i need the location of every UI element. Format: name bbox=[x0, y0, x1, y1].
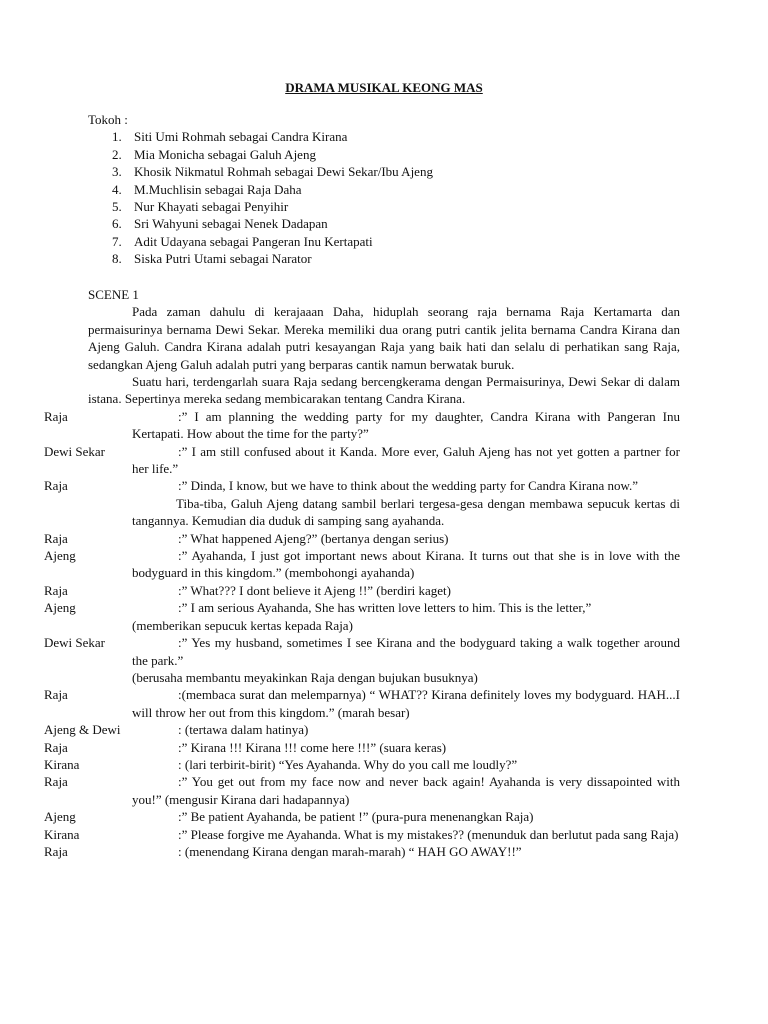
dialogue-body bbox=[178, 827, 679, 842]
paragraph: Pada zaman dahulu di kerajaaan Daha, hiduplah seorang raja bernama Raja Kertamarta dan permaisurinya bernama Dewi Sekar. Mereka memiliki dua orang putri cantik jelita bernama Candra Kirana dan Ajeng Galuh. Candra Kirana adalah putri kesayangan Raja yang baik hati dan selalu di perhatikan sang Raja, sedangkan Ajeng Galuh adalah putri yang berparas cantik namun berwatak buruk. bbox=[88, 304, 680, 372]
dialogue-text: : (tertawa dalam hatinya) bbox=[178, 722, 309, 738]
dialogue-body bbox=[178, 478, 638, 493]
speaker-name: Raja bbox=[44, 739, 68, 755]
dialogue-text: : (lari terbirit-birit) “Yes Ayahanda. Why do you call me loudly?” bbox=[178, 756, 518, 772]
dialogue-line bbox=[44, 443, 680, 478]
scene-heading: SCENE 1 bbox=[88, 287, 139, 302]
dialogue-body bbox=[132, 548, 680, 580]
dialogue-line bbox=[44, 826, 680, 843]
dialogue-text: :” Dinda, I know, but we have to think about the wedding party for Candra Kirana now.” bbox=[178, 478, 639, 494]
dialogue-line bbox=[44, 739, 680, 756]
dialogue-text: :” Be patient Ayahanda, be patient !” (pura-pura menenangkan Raja) bbox=[178, 809, 534, 825]
cast-item bbox=[88, 198, 688, 215]
dialogue-line bbox=[44, 477, 680, 494]
dialogue-row bbox=[44, 443, 680, 478]
dialogue-line bbox=[44, 721, 680, 738]
cast-item bbox=[88, 233, 688, 250]
cast-item bbox=[88, 163, 688, 180]
dialogue-text: :” You get out from my face now and never back again! Ayahanda is very dissapointed with you!” (mengusir Kirana dari hadapannya) bbox=[132, 774, 680, 807]
cast-name: Siti Umi Rohmah sebagai Candra Kirana bbox=[134, 129, 348, 145]
cast-name: M.Muchlisin sebagai Raja Daha bbox=[134, 181, 302, 197]
speaker-name: Kirana bbox=[44, 756, 80, 772]
dialogue-text: :” Ayahanda, I just got important news about Kirana. It turns out that she is in love with the bodyguard in this kingdom.” (membohongi ayahanda) bbox=[132, 548, 680, 581]
cast-number: 6. bbox=[112, 216, 122, 232]
cast-item bbox=[88, 181, 688, 198]
cast-number: 5. bbox=[112, 198, 122, 214]
dialogue-row bbox=[44, 634, 680, 669]
dialogue-line bbox=[44, 547, 680, 582]
dialogue-line bbox=[44, 599, 680, 634]
scene-section bbox=[44, 286, 680, 860]
speaker-name: Ajeng bbox=[44, 548, 76, 564]
cast-name: Mia Monicha sebagai Galuh Ajeng bbox=[134, 146, 316, 162]
dialogue-row bbox=[44, 721, 680, 738]
dialogue-row bbox=[44, 773, 680, 808]
cast-name: Adit Udayana sebagai Pangeran Inu Kertapati bbox=[134, 233, 373, 249]
dialogue-row bbox=[44, 547, 680, 582]
dialogue-row bbox=[44, 477, 680, 494]
dialogue-body bbox=[178, 809, 533, 824]
dialogue-line bbox=[44, 408, 680, 443]
dialogue-text: :” I am still confused about it Kanda. More ever, Galuh Ajeng has not yet gotten a partner for her life.” bbox=[132, 443, 680, 477]
dialogue-text: :” Kirana !!! Kirana !!! come here !!!” (suara keras) bbox=[178, 739, 447, 755]
cast-name: Nur Khayati sebagai Penyihir bbox=[134, 198, 289, 214]
dialogue-body bbox=[132, 687, 680, 719]
speaker-name: Dewi Sekar bbox=[44, 635, 106, 651]
dialogue-row bbox=[44, 530, 680, 547]
speaker-name: Ajeng & Dewi bbox=[44, 722, 121, 738]
cast-number: 1. bbox=[112, 129, 122, 145]
dialogue-text: :” What??? I dont believe it Ajeng !!” (berdiri kaget) bbox=[178, 582, 451, 598]
dialogue-line bbox=[44, 530, 680, 547]
dialogue-block bbox=[44, 408, 680, 495]
cast-number: 7. bbox=[112, 233, 122, 249]
dialogue-line bbox=[44, 634, 680, 686]
dialogue-row bbox=[44, 756, 680, 773]
dialogue-body bbox=[178, 757, 517, 772]
dialogue-body bbox=[178, 531, 448, 546]
cast-name: Khosik Nikmatul Rohmah sebagai Dewi Sekar/Ibu Ajeng bbox=[134, 164, 433, 180]
speaker-name: Raja bbox=[44, 408, 68, 424]
dialogue-row bbox=[44, 826, 680, 843]
cast-number: 2. bbox=[112, 146, 122, 162]
cast-item bbox=[88, 250, 688, 267]
cast-name: Siska Putri Utami sebagai Narator bbox=[134, 251, 312, 267]
dialogue-body bbox=[178, 583, 451, 598]
dialogue-body bbox=[178, 844, 522, 859]
dialogue-row bbox=[44, 808, 680, 825]
speaker-name: Raja bbox=[44, 582, 68, 598]
dialogue-text: :” I am planning the wedding party for my daughter, Candra Kirana with Pangeran Inu Kertapati. How about the time for the party?” bbox=[132, 408, 680, 442]
dialogue-row bbox=[44, 599, 680, 616]
dialogue-line bbox=[44, 686, 680, 721]
dialogue-body bbox=[178, 740, 446, 755]
cast-number: 3. bbox=[112, 164, 122, 180]
dialogue-line bbox=[44, 843, 680, 860]
paragraph: Suatu hari, terdengarlah suara Raja sedang bercengkerama dengan Permaisurinya, Dewi Sekar di dalam istana. Sepertinya mereka sedang membicarakan tentang Candra Kirana. bbox=[88, 374, 680, 407]
dialogue-block bbox=[44, 530, 680, 861]
dialogue-body bbox=[132, 444, 680, 476]
dialogue-row bbox=[44, 686, 680, 721]
dialogue-text: :(membaca surat dan melemparnya) “ WHAT?? Kirana definitely loves my bodyguard. HAH...I will throw her out from this kingdom.” (marah besar) bbox=[132, 687, 680, 720]
dialogue-body bbox=[178, 600, 591, 615]
speaker-name: Ajeng bbox=[44, 600, 76, 616]
speaker-name: Dewi Sekar bbox=[44, 443, 106, 459]
dialogue-body bbox=[132, 635, 680, 667]
cast-item bbox=[88, 215, 688, 232]
speaker-name: Ajeng bbox=[44, 809, 76, 825]
dialogue-body bbox=[132, 409, 680, 441]
dialogue-line bbox=[44, 808, 680, 825]
cast-list bbox=[88, 128, 688, 267]
dialogue-text: : (menendang Kirana dengan marah-marah) “ HAH GO AWAY!!” bbox=[178, 843, 522, 859]
cast-number: 8. bbox=[112, 251, 122, 267]
speaker-name: Raja bbox=[44, 530, 68, 546]
speaker-name: Raja bbox=[44, 478, 68, 494]
dialogue-line bbox=[44, 773, 680, 808]
document-title: DRAMA MUSIKAL KEONG MAS bbox=[285, 80, 483, 95]
cast-heading: Tokoh : bbox=[88, 112, 128, 127]
cast-name: Sri Wahyuni sebagai Nenek Dadapan bbox=[134, 216, 328, 232]
dialogue-row bbox=[44, 408, 680, 443]
dialogue-line bbox=[44, 582, 680, 599]
dialogue-text: :” What happened Ajeng?” (bertanya dengan serius) bbox=[178, 530, 449, 546]
speaker-name: Raja bbox=[44, 843, 68, 859]
stage-direction: (berusaha membantu meyakinkan Raja dengan bujukan busuknya) bbox=[132, 669, 478, 685]
cast-section bbox=[88, 111, 688, 268]
narration: Tiba-tiba, Galuh Ajeng datang sambil berlari tergesa-gesa dengan membawa sepucuk kertas di tangannya. Kemudian dia duduk di samping sang ayahanda. bbox=[132, 495, 680, 529]
cast-item bbox=[88, 128, 688, 145]
speaker-name: Kirana bbox=[44, 826, 80, 842]
dialogue-body bbox=[178, 722, 308, 737]
cast-number: 4. bbox=[112, 181, 122, 197]
speaker-name: Raja bbox=[44, 774, 68, 790]
dialogue-text: :” Yes my husband, sometimes I see Kirana and the bodyguard taking a walk together around the park.” bbox=[132, 635, 680, 668]
dialogue-line bbox=[44, 756, 680, 773]
dialogue-row bbox=[44, 843, 680, 860]
dialogue-body bbox=[132, 774, 680, 806]
speaker-name: Raja bbox=[44, 687, 68, 703]
stage-direction: (memberikan sepucuk kertas kepada Raja) bbox=[132, 617, 353, 633]
dialogue-text: :” I am serious Ayahanda, She has written love letters to him. This is the letter,” bbox=[178, 600, 592, 616]
dialogue-row bbox=[44, 582, 680, 599]
dialogue-text: :” Please forgive me Ayahanda. What is my mistakes?? (menunduk dan berlutut pada sang Raja) bbox=[178, 826, 679, 842]
dialogue-row bbox=[44, 739, 680, 756]
cast-item bbox=[88, 146, 688, 163]
